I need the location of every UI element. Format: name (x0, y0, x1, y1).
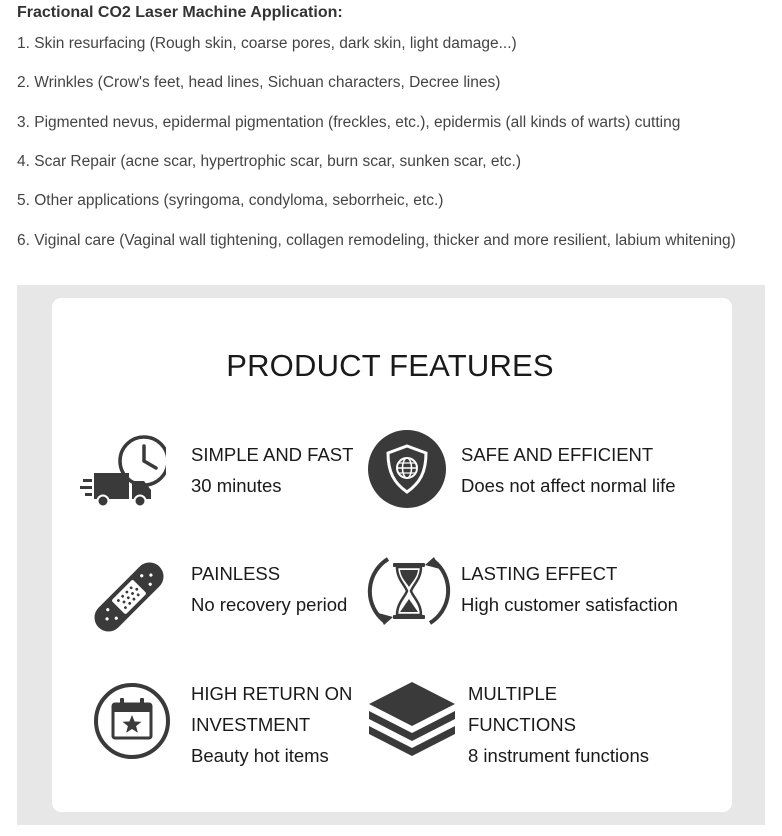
feature-painless (191, 558, 347, 620)
feature-detail: High customer satisfaction (461, 594, 678, 615)
application-item: 6. Viginal care (Vaginal wall tightening, collagen remodeling, thicker and more resilient, labium whitening) (17, 232, 736, 249)
application-item: 4. Scar Repair (acne scar, hypertrophic scar, burn scar, sunken scar, etc.) (17, 153, 521, 170)
feature-detail: No recovery period (191, 594, 348, 615)
feature-safe-efficient (461, 439, 676, 501)
feature-simple-fast (191, 439, 353, 501)
product-features-card (52, 298, 732, 812)
feature-heading: LASTING EFFECT (461, 563, 618, 584)
hourglass-cycle-icon (366, 547, 452, 635)
feature-detail: Beauty hot items (191, 745, 329, 766)
feature-lasting-effect (461, 558, 678, 620)
application-item: 3. Pigmented nevus, epidermal pigmentation (freckles, etc.), epidermis (all kinds of warts) cutting (17, 114, 681, 131)
shield-globe-icon (368, 430, 446, 508)
feature-detail: Does not affect normal life (461, 475, 676, 496)
applications-title: Fractional CO2 Laser Machine Application: (17, 4, 343, 21)
application-item: 1. Skin resurfacing (Rough skin, coarse pores, dark skin, light damage...) (17, 35, 517, 52)
application-item: 2. Wrinkles (Crow's feet, head lines, Sichuan characters, Decree lines) (17, 74, 501, 91)
application-item: 5. Other applications (syringoma, condyloma, seborrheic, etc.) (17, 192, 444, 209)
layers-icon (367, 678, 457, 766)
feature-heading: PAINLESS (191, 563, 281, 584)
feature-heading-line2: FUNCTIONS (468, 714, 576, 735)
product-features-banner (17, 285, 765, 825)
feature-detail: 30 minutes (191, 475, 282, 496)
feature-heading: SAFE AND EFFICIENT (461, 444, 654, 465)
features-title: PRODUCT FEATURES (226, 348, 554, 383)
feature-high-return (191, 678, 352, 771)
feature-heading-line2: INVESTMENT (191, 714, 311, 735)
feature-detail: 8 instrument functions (468, 745, 649, 766)
bandage-icon (88, 556, 170, 638)
feature-heading-line1: HIGH RETURN ON (191, 683, 353, 704)
calendar-star-icon (92, 681, 172, 761)
feature-heading: SIMPLE AND FAST (191, 444, 354, 465)
feature-multiple-functions (468, 678, 649, 771)
delivery-truck-clock-icon (80, 428, 166, 508)
feature-heading-line1: MULTIPLE (468, 683, 558, 704)
